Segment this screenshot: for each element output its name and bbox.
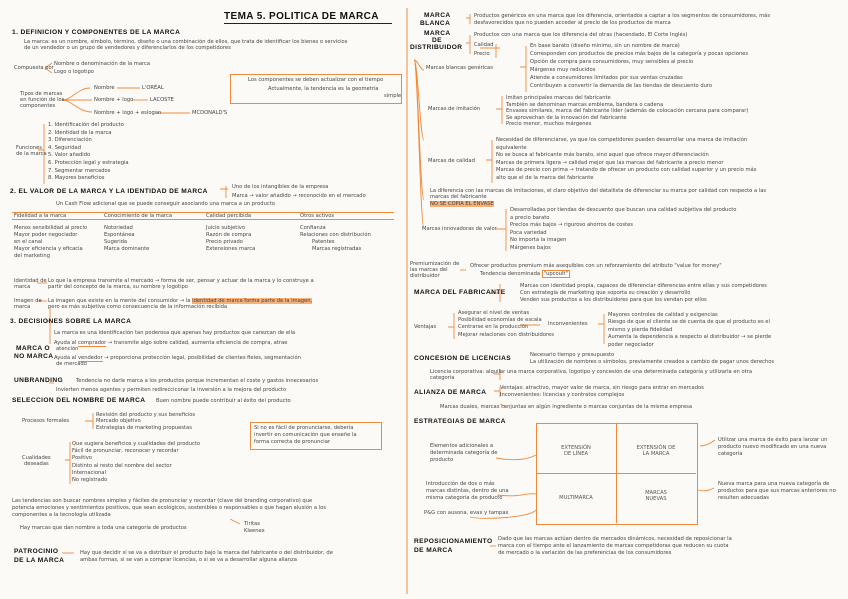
page-title: TEMA 5. POLITICA DE MARCA [224, 11, 379, 22]
fabricante-heading: MARCA DEL FABRICANTE [414, 289, 506, 296]
prem-label-2: las marcas del [410, 267, 448, 273]
cell-ext-linea: EXTENSIÓN DE LÍNEA [561, 445, 591, 458]
lic-text-1: Necesario tiempo y presupuesto [530, 352, 615, 358]
prem-text-2: Tendencia denominada "upcoult" [480, 271, 568, 277]
tipo-2: Nombre + logo [94, 97, 134, 103]
table-header-line [12, 212, 394, 213]
funcion-item: 8. Mayores beneficios [48, 175, 105, 182]
estrategias-heading: ESTRATEGIAS DE MARCA [414, 418, 506, 425]
mbg-item: Márgenes muy reducidos [530, 67, 596, 73]
note-3: simple [384, 93, 402, 99]
valor-1: Uno de los intangibles de la empresa [232, 184, 329, 190]
cualidad-item: No registrado [72, 477, 108, 483]
note-2: Actualmente, la tendencia es la geometría [268, 86, 379, 92]
mim-item: También se denominan marcas emblema, bandera o cadena [506, 101, 664, 108]
mim-item: Envases similares, marca del fabricante líder (además de colocación cercana para comparar) [506, 108, 749, 115]
funciones-label-1: Funciones [16, 145, 42, 151]
cualidades-label-1: Cualidades [22, 455, 51, 461]
repos-text-3: de mercado o la variación de las preferencias de los consumidores [498, 550, 672, 556]
funcion-item: 2. Identidad de la marca [48, 129, 112, 136]
identidad-label-1: Identidad de [14, 278, 47, 284]
repos-text-2: marca con el tiempo ante el lanzamiento de marcas competidoras que reducen su cuota [498, 543, 729, 549]
imagen-text-2: pero es más subjetiva como consecuencia de la información recibida [48, 304, 228, 310]
tipo-2-example: LACOSTE [150, 97, 174, 103]
seleccion-heading: SELECCION DEL NOMBRE DE MARCA [12, 397, 146, 404]
mbg-item: Corresponden con productos de precios más bajos de la categoría y pocas opciones [530, 51, 749, 57]
prem-label-1: Premiumización de [410, 261, 460, 267]
cell-ext-marca: EXTENSIÓN DE LA MARCA [636, 445, 676, 458]
mb-text-2: desfavorecidos que no pueden acceder al precio de los productos de marca [474, 20, 671, 26]
est-right-3: categoría [718, 451, 743, 457]
repos-heading-2: DE MARCA [414, 547, 453, 554]
comp-item-2: Logo o logotipo [54, 69, 94, 75]
comp-item-1: Nombre o denominación de la marca [54, 61, 151, 67]
table-cell: en el canal [14, 239, 43, 245]
cualidad-item: Fácil de pronunciar, reconocer y recordar [72, 448, 179, 455]
est-left-2: determinada categoría de [430, 450, 498, 456]
est-right-4: Nueva marca para una nueva categoría de [718, 481, 830, 487]
table-cell: Precio privado [206, 239, 243, 245]
funciones-label-2: de la marca [16, 151, 47, 157]
ventaja-item: Asegurar el nivel de ventas [458, 310, 530, 316]
section-1-heading: 1. DEFINICION Y COMPONENTES DE LA MARCA [12, 29, 181, 36]
md-precio: Precio [474, 51, 490, 57]
table-cell: Juicio subjetivo [206, 225, 246, 231]
md-text-1: Productos con una marca que los diferencia del otras (hacendado, El Corte Inglés) [474, 32, 688, 38]
mca-item: Necesidad de diferenciarse, ya que los competidores pueden desarrollar una marca de imitación [496, 137, 748, 143]
inconveniente-item: mismo y pierda fidelidad [608, 326, 673, 333]
trend-3: componentes a la tecnología utilizada [12, 512, 111, 518]
mnv-label: Marcas innovadoras de valor [422, 226, 497, 232]
mnv-item: Desarrolladas por tiendas de descuento que buscan una calidad subjetiva del producto [510, 207, 737, 213]
mnm-text-3: atención [56, 346, 79, 352]
table-header-cell: Fidelidad a la marca [14, 213, 67, 219]
mnm-text-2: Ayuda al comprador → transmite algo sobre calidad, aumenta eficiencia de compra, atrae [54, 340, 288, 346]
imagen-label-2: marca [14, 304, 31, 310]
mnv-item: Poca variedad [510, 229, 547, 236]
table-header-cell: Conocimiento de la marca [104, 213, 173, 219]
identidad-label-2: marca [14, 284, 31, 290]
table-header-cell: Otros activos [300, 213, 335, 219]
mnv-item: Márgenes bajos [510, 245, 551, 251]
procesos-label: Procesos formales [22, 418, 70, 424]
repos-text-1: Dado que las marcas actúan dentro de mercados dinámicos, necesidad de reposicionar la [498, 536, 732, 542]
mbg-item: Contribuyen a convertir la demanda de las tiendas de descuento duro [530, 83, 713, 89]
marca-blanca-2: BLANCA [420, 20, 451, 27]
table-cell: Sugerida [104, 239, 128, 245]
cualidad-item: Distinto al resto del nombre del sector [72, 462, 172, 469]
table-header-line-2 [12, 219, 394, 220]
ventaja-item: Mejorar relaciones con distribuidores [458, 331, 554, 338]
seleccion-text: Buen nombre puede contribuir al éxito del producto [156, 398, 291, 404]
marca-no-marca-2: NO MARCA [14, 353, 54, 360]
pron-note-1: Si no es fácil de pronunciarse, debería [254, 425, 354, 431]
table-cell: Marca dominante [104, 246, 150, 252]
cualidades-label-2: deseadas [24, 461, 49, 467]
funcion-item: 6. Protección legal y estrategia [48, 160, 129, 166]
mim-item: Precio menor, muchos márgenes [506, 121, 592, 128]
patrocinio-text-1: Hay que decidir si se va a distribuir el producto bajo la marca del fabricante o del distribuidor, de [80, 550, 333, 556]
mca-item: alto que el de la marca del fabricante [496, 175, 594, 181]
section-3-heading: 3. DECISIONES SOBRE LA MARCA [10, 318, 132, 325]
mnm-text-5: de mercado [56, 361, 87, 367]
tipo-1: Nombre [94, 85, 115, 91]
note-1: Los componentes se deben actualizar con el tiempo [248, 77, 384, 83]
title-underline [224, 23, 392, 24]
mbg-item: Atiende a consumidores limitados por sus ventas cruzadas [530, 75, 683, 81]
est-left-6: misma categoría de producto [426, 495, 503, 501]
valor-2: Marca → valor añadido → reconocido en el mercado [232, 193, 366, 199]
proceso-item: Mercado objetivo [96, 418, 141, 425]
cell-multimarca: MULTIMARCA [559, 495, 593, 501]
inconveniente-item: Riesgo de que el cliente se dé cuenta de que el producto es el [608, 319, 770, 326]
fabricante-item: Venden sus productos a los distribuidores para que los vendan por ellos [520, 296, 707, 303]
mim-item: Se aprovechan de la innovación del fabricante [506, 114, 627, 121]
mca-item: equivalente [496, 144, 527, 151]
ali-text-1: Ventajas: atractivo, mayor valor de marca, sin riesgo para entrar en mercados [500, 385, 704, 391]
table-header-cell: Calidad percibida [206, 213, 252, 219]
inconveniente-item: Mayores controles de calidad y exigencias [608, 312, 718, 318]
mca-item: Marcas de precio con prima → tratando de ofrecer un producto con calidad superior y un precio más [496, 167, 757, 174]
table-cell: Menos sensibilidad al precio [14, 225, 88, 231]
inconveniente-item: Aumenta la dependencia a respecto al distribuidor → se pierde [608, 334, 772, 341]
mca-label: Marcas de calidad [428, 158, 475, 164]
ventaja-item: Posibilidad economías de escala [458, 317, 542, 324]
table-cell: Mayor poder negociador [14, 232, 78, 238]
mnv-item: Precios más bajos → riguroso ahorros de costes [510, 222, 633, 229]
patrocinio-text-2: ambas formas, si se van a comprar licencias, o si se va a desarrollar alguna alianza [80, 557, 297, 563]
est-right-2: producto nuevo modificado en una nueva [718, 444, 827, 450]
table-cell: Mayor eficiencia y eficacia [14, 246, 83, 252]
repos-heading-1: REPOSICIONAMIENTO [414, 538, 493, 545]
est-right-1: Utilizar una marca de éxito para lanzar un [718, 437, 828, 443]
table-cell: Razón de compra [206, 232, 252, 238]
pron-note-2: invertir en comunicación que enseñe la [254, 432, 357, 438]
inconveniente-item: poder negociador [608, 341, 654, 348]
cualidad-item: Positivo [72, 455, 92, 462]
prem-label-3: distribuidor [410, 273, 440, 279]
table-cell: Relaciones con distribución [300, 232, 371, 238]
mbg-item: En base barato (diseño mínimo, sin un nombre de marca) [530, 43, 680, 49]
hay-example-2: Kleenex [244, 528, 265, 534]
table-cell: Marcas registradas [312, 246, 362, 252]
trend-2: potencia emociones y sentimientos positivos, que sean ecológicos, sostenibles o responsables o que hagan alusión a los [12, 505, 326, 511]
proceso-item: Estrategias de marketing propuestas [96, 424, 192, 431]
patrocinio-heading-2: DE LA MARCA [14, 557, 65, 564]
table-cell: Confianza [300, 225, 326, 231]
section-2-heading: 2. EL VALOR DE LA MARCA Y LA IDENTIDAD DE MARCA [10, 188, 208, 195]
licencias-heading: CONCESION DE LICENCIAS [414, 355, 512, 362]
mca-item: Marcas de primera ligera → calidad mejor que las marcas del fabricante a precio menor [496, 159, 724, 166]
table-cell: del marketing [14, 253, 51, 259]
cualidad-item: Que sugiera beneficios y cualidades del producto [72, 441, 201, 447]
tipo-3: Nombre + logo + eslogan [94, 110, 162, 116]
marca-dist-1: MARCA [424, 30, 451, 37]
ventajas-label: Ventajas [414, 324, 437, 330]
table-cell: Notoriedad [104, 225, 133, 231]
est-left-3: producto [430, 457, 454, 463]
dif-3: NO SE COPIA EL ENVASE [430, 201, 494, 207]
funcion-item: 4. Seguridad [48, 144, 82, 151]
dif-1: La diferencia con las marcas de imitaciones, el claro objetivo del detallista de diferenciar su marca por calidad con respecto a las [430, 188, 767, 194]
mnm-text-4: Ayuda al vendedor → proporciona protección legal, posibilidad de clientes fieles, segmentación [54, 355, 301, 361]
lic-text-2: La utilización de nombres o símbolos, previamente creados a cambio de pagar unos derechos [530, 359, 775, 365]
hay-example-1: Tiritas [244, 521, 260, 527]
tipos-label-1: Tipos de marcas [20, 91, 63, 97]
proceso-item: Revisión del producto y sus beneficios [96, 412, 196, 418]
table-cell: Extensiones marca [206, 246, 256, 252]
est-right-6: resulten adecuadas [718, 495, 769, 501]
mnm-text-1: La marca es una identificación tan poderosa que apenas hay productos que carezcan de ella [54, 330, 296, 336]
md-calidad: Calidad [474, 42, 494, 48]
est-left-4: Introducción de dos o más [426, 481, 495, 487]
tipo-1-example: L'ORÉAL [142, 85, 164, 91]
inconvenientes-label: Inconvenientes [548, 321, 588, 327]
est-pg: P&G con ausona, evax y tampax [424, 510, 509, 516]
imagen-label-1: Imagen de [14, 298, 42, 304]
mb-text-1: Productos genéricos en una marca que los diferencia, orientados a captar a los segmentos de consumidores, más [474, 13, 771, 19]
marca-dist-3: DISTRIBUIDOR [410, 44, 463, 51]
funcion-item: 3. Diferenciación [48, 137, 92, 144]
mnv-item: a precio barato [510, 214, 550, 221]
mim-label: Marcas de imitación [428, 106, 481, 112]
table-cell: Espontánea [104, 232, 135, 238]
dif-2: marcas del fabricante [430, 194, 487, 200]
hay-marcas: Hay marcas que dan nombre a toda una categoría de productos [20, 525, 187, 531]
compuesta-label: Compuesta por [14, 65, 54, 71]
alianza-heading: ALIANZA DE MARCA [414, 389, 487, 396]
tipo-3-example: MCDONALD'S [192, 110, 228, 116]
patrocinio-heading-1: PATROCINIO [14, 548, 59, 555]
funcion-item: 7. Segmentar mercados [48, 167, 111, 174]
mbg-label: Marcas blancas genéricas [426, 65, 493, 71]
imagen-text-1: La imagen que existe en la mente del consumidor → la identidad de marca forma parte de la imagen, [48, 298, 313, 304]
table-cell: Patentes [312, 239, 335, 245]
ali-text-2: Inconvenientes: licencias y contratos complejos [500, 392, 625, 398]
fabricante-item: Marcas con identidad propia, capaces de diferenciar diferencias entre ellas y sus competidores [520, 283, 767, 289]
tipos-label-3: componentes [20, 103, 56, 109]
def-line-2: de un vendedor o un grupo de vendedores y diferenciarlos de los competidores [24, 45, 231, 51]
est-left-5: marcas distintas, dentro de una [426, 488, 509, 494]
funcion-item: 5. Valor añadido [48, 152, 91, 159]
def-line-1: La marca: es un nombre, símbolo, término, diseño o una combinación de ellos, que trata de identificar los bienes o servicios [24, 39, 348, 45]
est-right-5: productos para que sus marcas anteriores no [718, 488, 836, 494]
prem-text-1: Ofrecer productos premium más asequibles con un reforzamiento del atributo "value for money" [470, 263, 722, 269]
mca-item: No se busca al fabricante más barato, sino aquel que ofrece mayor diferenciación [496, 152, 709, 159]
marca-blanca-1: MARCA [424, 12, 451, 19]
valor-3: Un Cash Flow adicional que se puede conseguir asociando una marca a un producto [56, 201, 275, 207]
ali-text-3: Marcas duales, marcas conjuntas en algún ingrediente o marcas conjuntas de la misma empresa [440, 404, 693, 410]
lic-text-4: categoría [430, 375, 455, 381]
lic-text-3: Licencia corporativa: alquilar una marca corporativa, logotipo y concesión de una determinada categoría y utilizarla en otra [430, 369, 752, 375]
mim-item: Imitan principales marcas del fabricante [506, 95, 611, 101]
marca-dist-2: DE [432, 37, 442, 44]
identidad-text-2: partir del concepto de la marca, su nombre y logotipo [48, 284, 188, 290]
pron-note-3: forma correcta de pronunciar [254, 439, 331, 445]
strategy-grid-divider-h [536, 473, 696, 474]
est-left-1: Elementos adicionales a [430, 443, 494, 449]
cualidad-item: Internacional [72, 469, 106, 476]
trend-1: Las tendencias son buscar nombres simples y fáciles de pronunciar y recordar (clave del branding corporativo) que [12, 498, 313, 504]
identidad-text-1: Lo que la empresa transmite al mercado → forma de ser, pensar y actuar de la marca y lo construye a [48, 278, 314, 284]
funcion-item: 1. Identificación del producto [48, 122, 124, 128]
marca-no-marca-1: MARCA O [16, 345, 51, 352]
tipos-label-2: en función de los [20, 97, 65, 103]
fabricante-item: Con estrategia de marketing que soporta su creación y desarrollo [520, 289, 691, 296]
unbranding-heading: UNBRANDING [14, 377, 64, 384]
mbg-item: Opción de compra para consumidores, muy sensibles al precio [530, 59, 694, 65]
ventaja-item: Centrarse en la producción [458, 324, 529, 331]
strategy-grid [536, 423, 698, 525]
mnv-item: No importa la imagen [510, 237, 567, 244]
cell-nuevas: MARCAS NUEVAS [645, 490, 667, 503]
unbranding-text-1: Tendencia no darle marca a los productos porque incrementan el coste y gastos innecesarios [76, 378, 319, 384]
unbranding-text-2: Invierten menos agentes y permiten redirecciconar la inversión a la mejora del producto [56, 387, 287, 393]
